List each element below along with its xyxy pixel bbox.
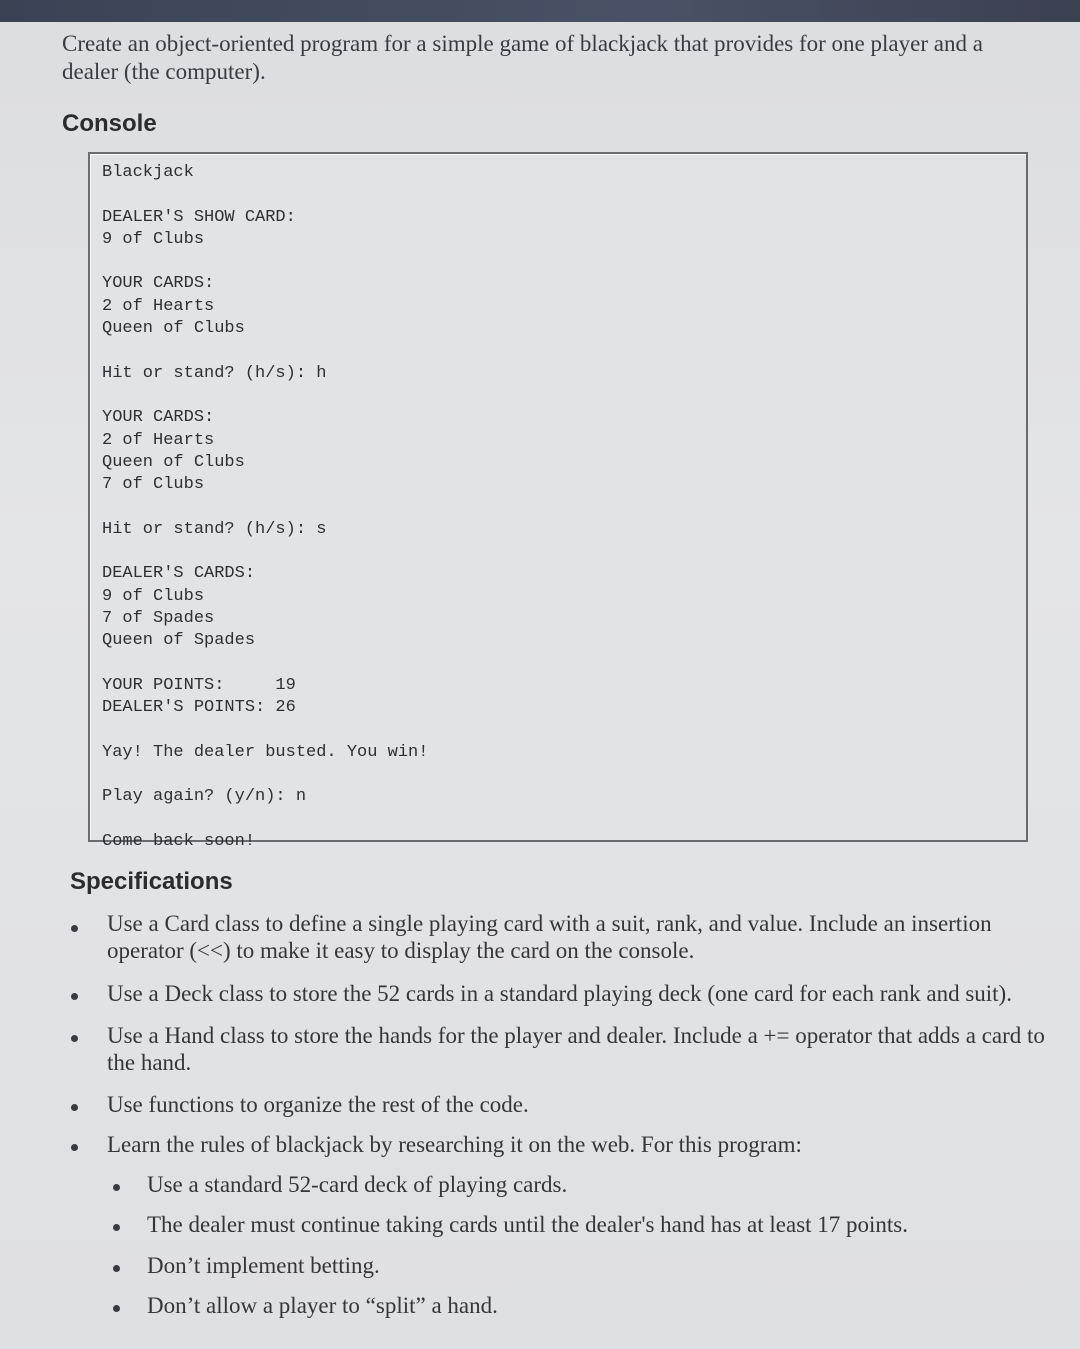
spec-subitem: Don’t allow a player to “split” a hand. <box>147 1293 498 1318</box>
sub-bullet-icon <box>113 1265 120 1272</box>
console-line: Queen of Spades <box>102 631 256 651</box>
console-line: YOUR CARDS: <box>102 274 215 294</box>
spec-subitem: The dealer must continue taking cards until the dealer's hand has at least 17 points. <box>147 1212 909 1237</box>
console-line <box>102 541 428 563</box>
console-line <box>102 764 428 786</box>
console-text <box>102 162 428 853</box>
console-line <box>102 385 428 407</box>
console-line: 2 of Hearts <box>102 430 215 450</box>
sub-bullet-icon <box>113 1224 120 1231</box>
bullet-icon <box>71 925 78 932</box>
console-line <box>102 340 428 362</box>
console-line <box>102 653 428 675</box>
spec-item: Use a Deck class to store the 52 cards in a standard playing deck (one card for each rank and suit). <box>107 981 1012 1006</box>
console-line: Yay! The dealer busted. You win! <box>102 742 429 762</box>
console-line: 7 of Clubs <box>102 475 205 495</box>
console-line: 7 of Spades <box>102 608 215 628</box>
console-line: 9 of Clubs <box>102 229 205 249</box>
console-line <box>102 809 428 831</box>
console-line: Hit or stand? (h/s): s <box>102 519 327 539</box>
console-line: 2 of Hearts <box>102 296 215 316</box>
console-line: Queen of Clubs <box>102 319 245 339</box>
spec-item: Use a Hand class to store the hands for the player and dealer. Include a += operator that adds a card to the hand. <box>107 1023 1045 1075</box>
console-output-box <box>88 152 1028 851</box>
bullet-icon <box>71 993 78 1000</box>
intro-paragraph: Create an object-oriented program for a simple game of blackjack that provides for one player and a dealer (the computer). <box>62 31 983 84</box>
sub-bullet-icon <box>113 1305 120 1312</box>
console-line: Hit or stand? (h/s): h <box>102 363 327 383</box>
top-bar <box>0 0 1080 22</box>
console-line: Play again? (y/n): n <box>102 787 307 807</box>
console-line: DEALER'S SHOW CARD: <box>102 207 296 227</box>
console-line <box>102 251 428 273</box>
console-line: YOUR POINTS: 19 <box>102 675 296 695</box>
console-line: 9 of Clubs <box>102 586 205 606</box>
console-heading: Console <box>62 110 157 137</box>
console-line: YOUR CARDS: <box>102 408 215 428</box>
spec-item: Use functions to organize the rest of the code. <box>107 1092 529 1117</box>
console-line: DEALER'S POINTS: 26 <box>102 698 296 718</box>
specifications-heading: Specifications <box>70 868 233 895</box>
console-line: Blackjack <box>102 163 194 182</box>
spec-subitem: Use a standard 52-card deck of playing cards. <box>147 1172 568 1197</box>
spec-subitem: Don’t implement betting. <box>147 1253 380 1278</box>
console-line: DEALER'S CARDS: <box>102 564 256 584</box>
bullet-icon <box>71 1104 78 1111</box>
sub-bullet-icon <box>113 1184 120 1191</box>
console-line <box>102 719 428 741</box>
spec-item: Use a Card class to define a single playing card with a suit, rank, and value. Include an insertion operator (<<) to make it easy to display the card on the console. <box>107 911 992 963</box>
spec-item: Learn the rules of blackjack by researching it on the web. For this program: <box>107 1132 802 1157</box>
console-line: Queen of Clubs <box>102 452 245 472</box>
bullet-icon <box>71 1035 78 1042</box>
bullet-icon <box>71 1144 78 1151</box>
console-line: Come back soon! <box>102 831 256 851</box>
console-line <box>102 184 428 206</box>
console-line <box>102 496 428 518</box>
